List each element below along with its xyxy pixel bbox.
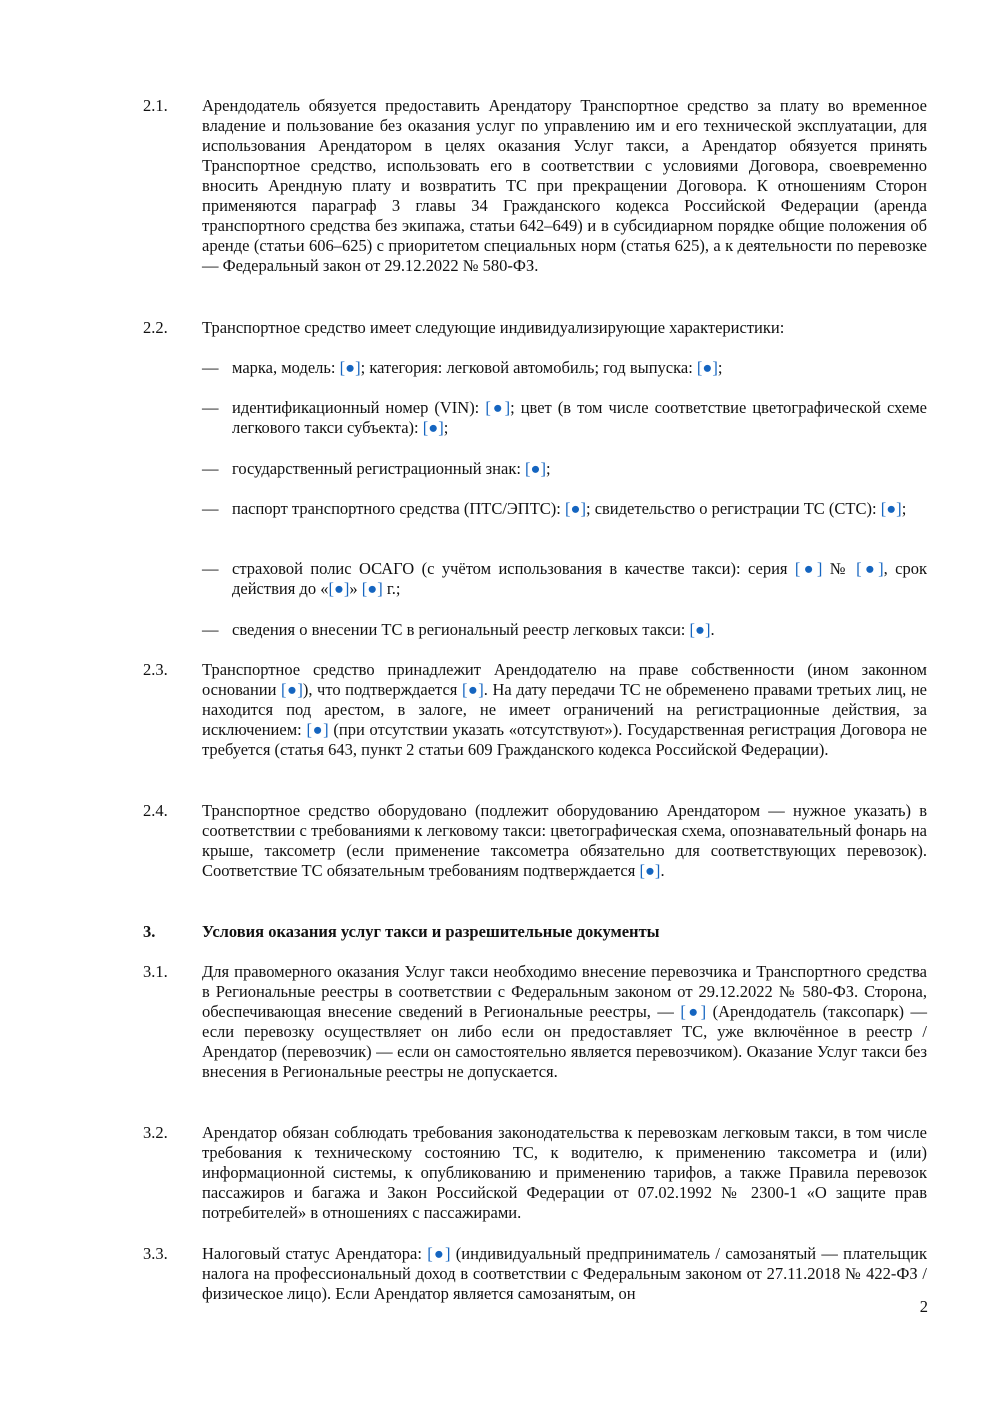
list-item-pts <box>202 499 927 519</box>
list-item-text: идентификационный номер (VIN): [●]; цвет (в том числе соответствие цветографической схеме легкового такси субъекта): [●]; <box>232 398 927 437</box>
list-item-make-model <box>202 358 927 378</box>
placeholder: [●] <box>361 579 383 598</box>
dash-marker: — <box>202 358 219 377</box>
placeholder: [●] <box>680 1002 707 1021</box>
placeholder: [●] <box>639 861 661 880</box>
section-heading-3 <box>143 922 927 942</box>
clause-3-2 <box>143 1123 927 1223</box>
placeholder: [●] <box>281 680 303 699</box>
dash-marker: — <box>202 559 219 578</box>
clause-number: 2.2. <box>143 318 168 337</box>
clause-text: Транспортное средство имеет следующие индивидуализирующие характеристики: <box>202 318 785 337</box>
list-item-osago <box>202 559 927 599</box>
placeholder: [●] <box>427 1244 451 1263</box>
clause-text: Транспортное средство принадлежит Арендодателю на праве собственности (ином законном основании [●]), что подтверждается [●]. На дату передачи ТС не обременено правами третьих лиц, не находится под арестом, в залоге, не имеет ограничений на регистрационные действия, за исключением: [●] (при отсутствии указать «отсутствуют»). Государственная регистрация Договора не требуется (статья 643, пункт 2 статьи 609 Гражданского кодекса Российской Федерации). <box>202 660 927 759</box>
page-number: 2 <box>919 1297 928 1316</box>
clause-text: Арендодатель обязуется предоставить Арендатору Транспортное средство за плату во временное владение и пользование без оказания услуг по управлению им и его технической эксплуатации, для использования Арендатором в целях оказания Услуг такси, а Арендатор обязуется принять Транспортное средство, использовать его в соответствии с условиями Договора, своевременно вносить Арендную плату и возвратить ТС при прекращении Договора. К отношениям Сторон применяются параграф 3 главы 34 Гражданского кодекса Российской Федерации (аренда транспортного средства без экипажа, статьи 642–649) и в субсидиарном порядке общие положения об аренде (статьи 606–625) с приоритетом специальных норм (статья 625), а к деятельности по перевозке — Федеральный закон от 29.12.2022 № 580-ФЗ. <box>202 96 927 275</box>
dash-marker: — <box>202 459 219 478</box>
clause-number: 2.4. <box>143 801 168 820</box>
section-title: Условия оказания услуг такси и разрешительные документы <box>202 922 660 941</box>
placeholder: [●] <box>461 680 484 699</box>
placeholder: [●] <box>856 559 884 578</box>
list-item-text: марка, модель: [●]; категория: легковой автомобиль; год выпуска: [●]; <box>232 358 723 377</box>
clause-number: 3.1. <box>143 962 168 981</box>
clause-2-4 <box>143 801 927 881</box>
clause-number: 2.3. <box>143 660 168 679</box>
clause-number: 3.2. <box>143 1123 168 1142</box>
list-item-text: страховой полис ОСАГО (с учётом использования в качестве такси): серия [●] № [●], срок действия до «[●]» [●] г.; <box>232 559 927 598</box>
clause-text: Для правомерного оказания Услуг такси необходимо внесение перевозчика и Транспортного средства в Региональные реестры в соответствии с Федеральным законом от 29.12.2022 № 580-ФЗ. Сторона, обеспечивающая внесение сведений в Региональные реестры, — [●] (Арендодатель (таксопарк) — если перевозку осуществляет он либо если он предоставляет ТС, уже включённое в реестр / Арендатор (перевозчик) — если он самостоятельно является перевозчиком). Оказание Услуг такси без внесения в Региональные реестры не допускается. <box>202 962 927 1081</box>
placeholder: [●] <box>794 559 823 578</box>
dash-marker: — <box>202 398 219 417</box>
clause-2-1 <box>143 96 927 276</box>
placeholder: [●] <box>328 579 350 598</box>
placeholder: [●] <box>306 720 329 739</box>
clause-3-1 <box>143 962 927 1082</box>
dash-marker: — <box>202 499 219 518</box>
placeholder: [●] <box>696 358 718 377</box>
list-item-text: паспорт транспортного средства (ПТС/ЭПТС): [●]; свидетельство о регистрации ТС (СТС): [●]; <box>232 499 907 518</box>
placeholder: [●] <box>525 459 547 478</box>
clause-3-3 <box>143 1244 927 1304</box>
clause-text: Налоговый статус Арендатора: [●] (индивидуальный предприниматель / самозанятый — плательщик налога на профессиональный доход в соответствии с Федеральным законом от 27.11.2018 № 422-ФЗ / физическое лицо). Если Арендатор является самозанятым, он <box>202 1244 927 1303</box>
placeholder: [●] <box>689 620 711 639</box>
list-item-text: государственный регистрационный знак: [●]; <box>232 459 551 478</box>
placeholder: [●] <box>485 398 511 417</box>
clause-2-2 <box>143 318 927 338</box>
clause-text: Транспортное средство оборудовано (подлежит оборудованию Арендатором — нужное указать) в соответствии с требованиями к легковому такси: цветографическая схема, опознавательный фонарь на крыше, таксометр (если применение таксометра обязательно для соответствующих перевозок). Соответствие ТС обязательным требованиям подтверждается [●]. <box>202 801 927 880</box>
clause-number: 2.1. <box>143 96 168 115</box>
clause-number: 3.3. <box>143 1244 168 1263</box>
list-item-vin <box>202 398 927 438</box>
placeholder: [●] <box>422 418 444 437</box>
list-item-plate <box>202 459 927 479</box>
list-item-registry <box>202 620 927 640</box>
clause-2-3 <box>143 660 927 760</box>
placeholder: [●] <box>880 499 902 518</box>
clause-text: Арендатор обязан соблюдать требования законодательства к перевозкам легковым такси, в том числе требования к техническому состоянию ТС, к водителю, к применению таксометра и (или) информационной системы, к опубликованию и применению тарифов, а также Правила перевозок пассажиров и багажа и Закон Российской Федерации от 07.02.1992 № 2300-1 «О защите прав потребителей» в отношениях с пассажирами. <box>202 1123 927 1222</box>
list-item-text: сведения о внесении ТС в региональный реестр легковых такси: [●]. <box>232 620 715 639</box>
section-number: 3. <box>143 922 156 941</box>
placeholder: [●] <box>565 499 586 518</box>
placeholder: [●] <box>339 358 361 377</box>
dash-marker: — <box>202 620 219 639</box>
